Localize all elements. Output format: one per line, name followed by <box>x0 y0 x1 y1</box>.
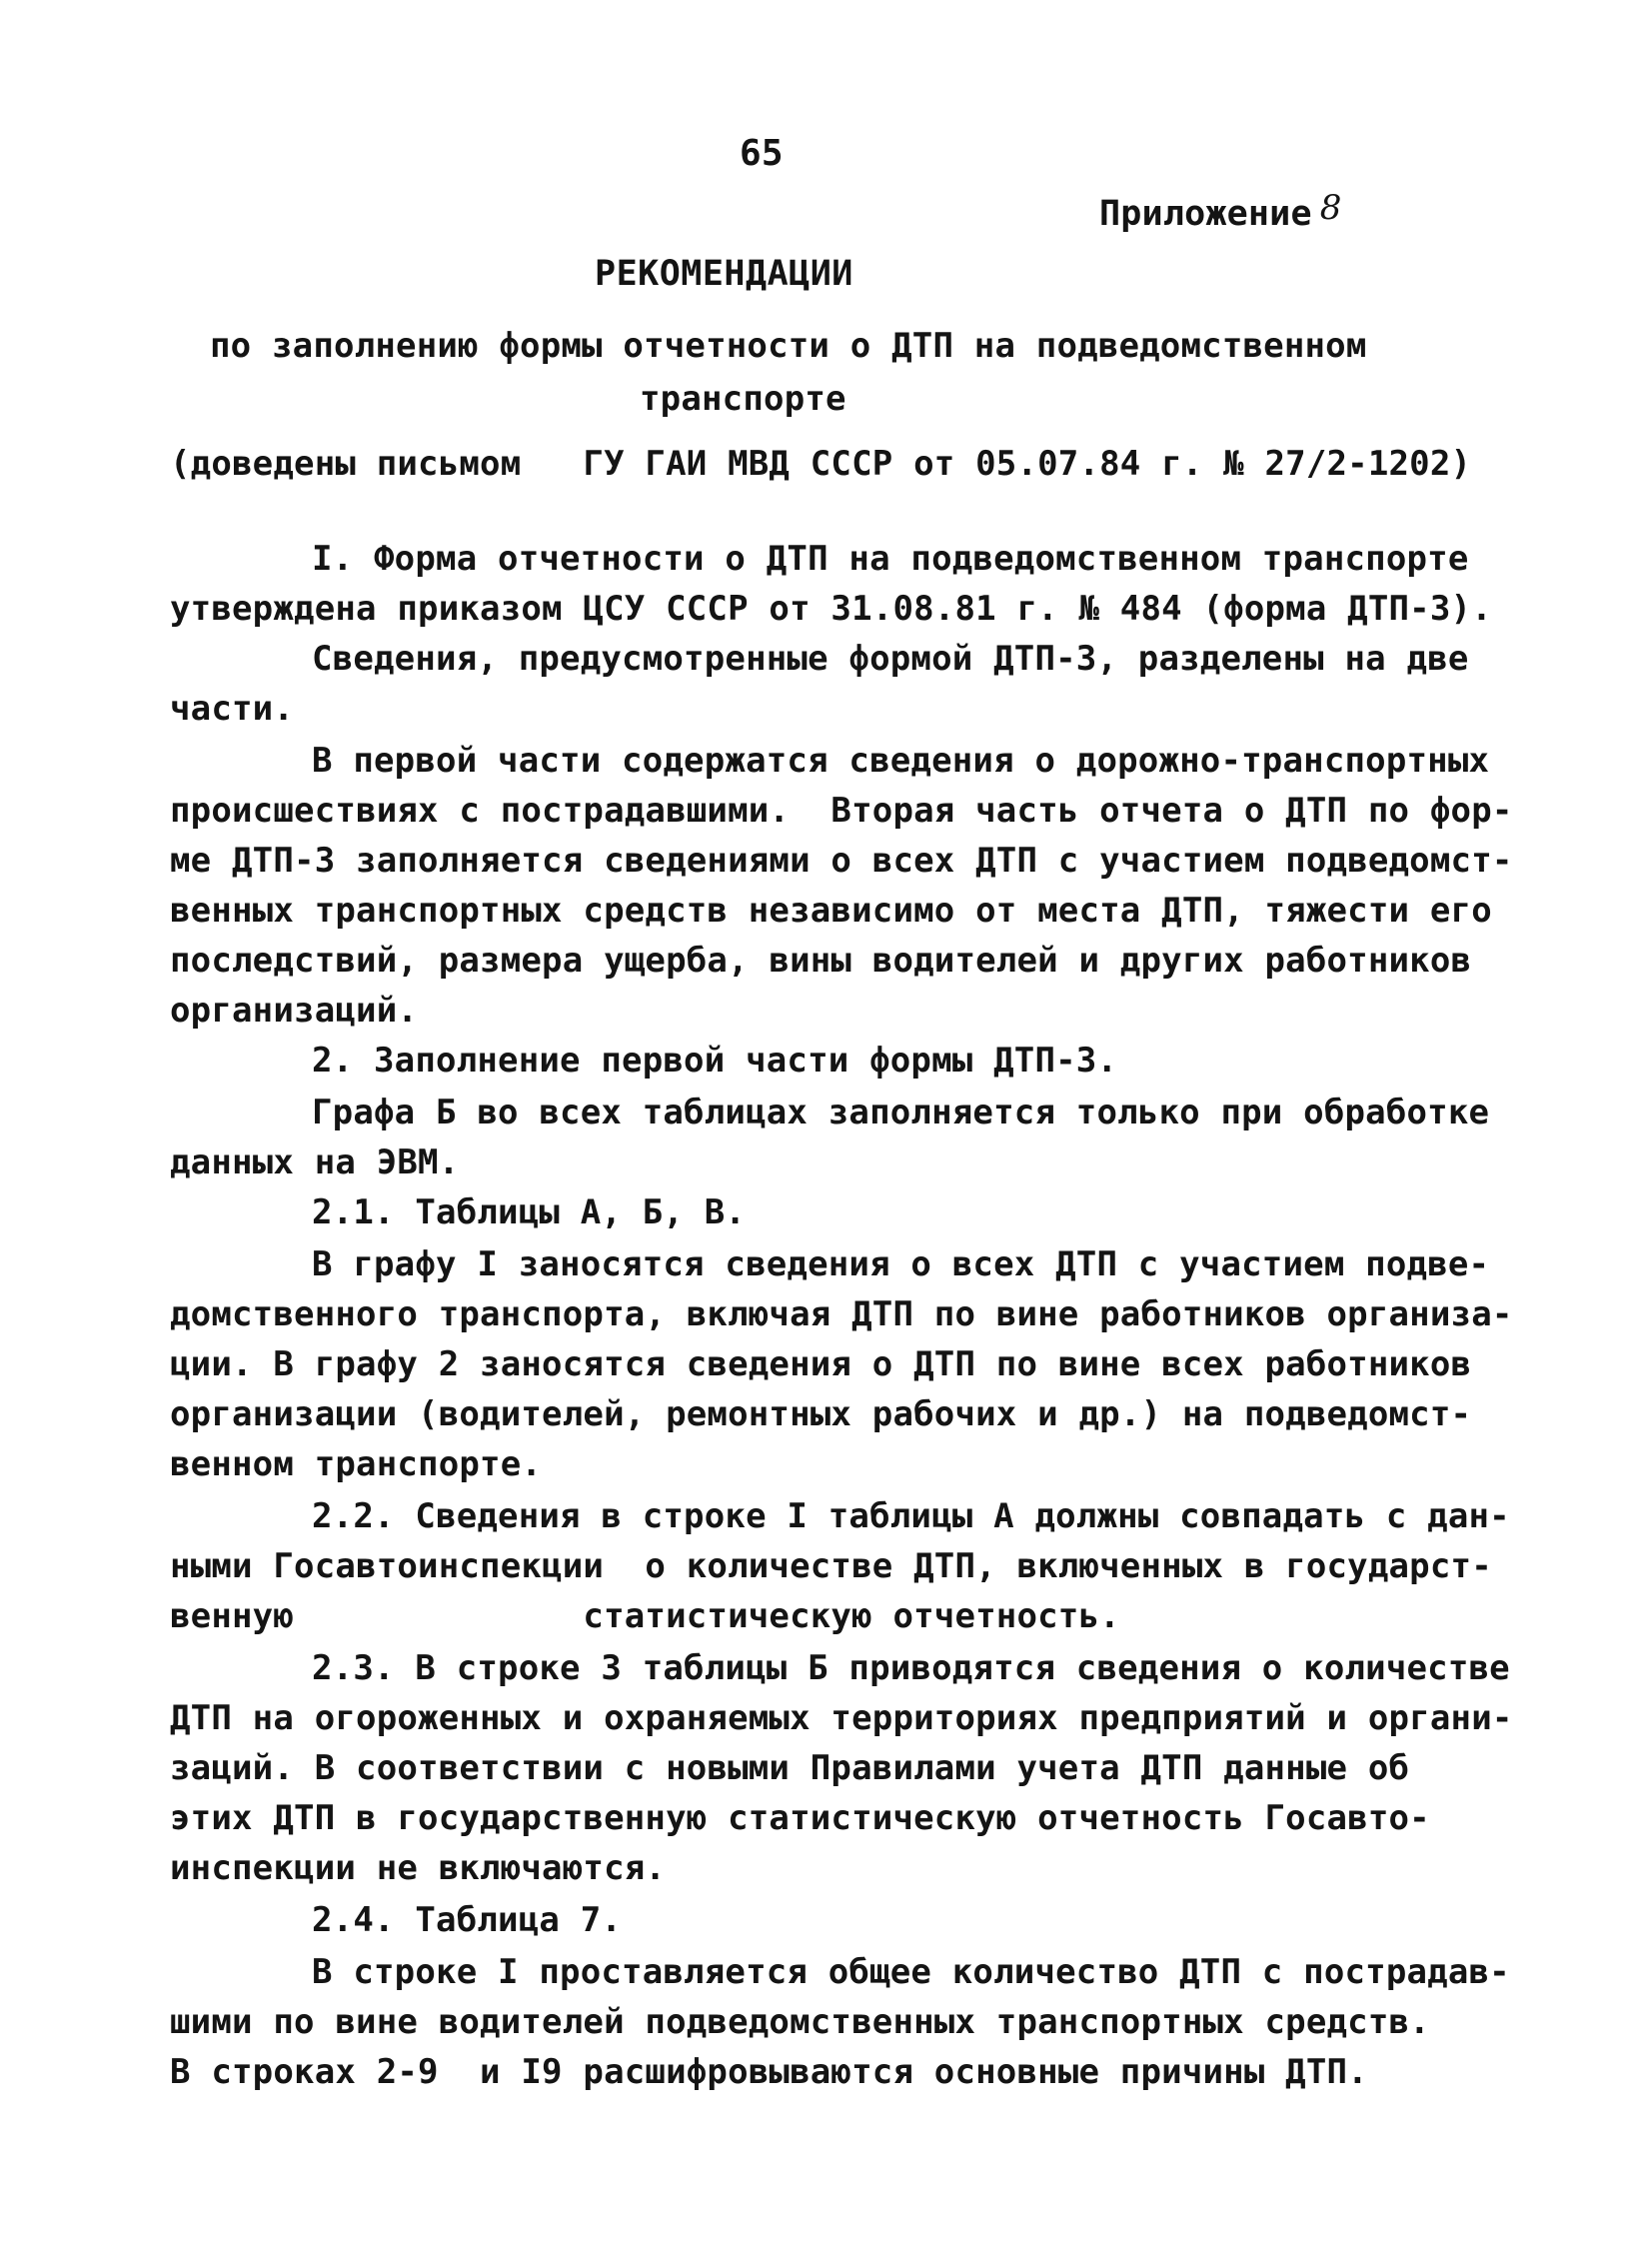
text-line: данных на ЭВМ. <box>170 1142 460 1182</box>
text-line: ции. В графу 2 заносятся сведения о ДТП по вине всех работников <box>170 1344 1472 1384</box>
text-line: Графа Б во всех таблицах заполняется только при обработке <box>312 1093 1490 1132</box>
text-line: утверждена приказом ЦСУ СССР от 31.08.81 г. № 484 (форма ДТП-3). <box>170 589 1492 629</box>
text-line: венном транспорте. <box>170 1444 543 1484</box>
text-line: организаций. <box>170 991 419 1031</box>
text-line: венную статистическую отчетность. <box>170 1596 1120 1636</box>
text-line: домственного транспорта, включая ДТП по вине работников организа- <box>170 1294 1513 1334</box>
page-number: 65 <box>740 133 784 174</box>
section-heading: 2. Заполнение первой части формы ДТП-3. <box>312 1041 1118 1081</box>
text-line: организации (водителей, ремонтных рабочих и др.) на подведомст- <box>170 1394 1472 1434</box>
text-line: ме ДТП-3 заполняется сведениями о всех ДТП с участием подведомст- <box>170 841 1513 881</box>
appendix-number: 8 <box>1319 188 1342 228</box>
text-line: I. Форма отчетности о ДТП на подведомственном транспорте <box>312 539 1469 579</box>
text-line: части. <box>170 689 295 729</box>
text-line: 2.3. В строке 3 таблицы Б приводятся сведения о количестве <box>312 1648 1510 1688</box>
text-line: инспекции не включаются. <box>170 1848 667 1888</box>
text-line: ными Госавтоинспекции о количестве ДТП, включенных в государст- <box>170 1546 1492 1586</box>
text-line: заций. В соответствии с новыми Правилами учета ДТП данные об <box>170 1748 1410 1788</box>
text-line: В первой части содержатся сведения о дорожно-транспортных <box>312 741 1490 781</box>
text-line: шими по вине водителей подведомственных транспортных средств. <box>170 2002 1430 2042</box>
document-title: РЕКОМЕНДАЦИИ <box>595 254 853 294</box>
text-line: В графу I заносятся сведения о всех ДТП с участием подве- <box>312 1244 1490 1284</box>
text-line: ДТП на огороженных и охраняемых территориях предприятий и органи- <box>170 1698 1513 1738</box>
section-heading: 2.1. Таблицы А, Б, В. <box>312 1192 747 1232</box>
appendix-label: Приложение <box>1099 194 1312 234</box>
text-line: происшествиях с пострадавшими. Вторая часть отчета о ДТП по фор- <box>170 791 1513 831</box>
text-line: последствий, размера ущерба, вины водителей и других работников <box>170 941 1472 981</box>
text-line: венных транспортных средств независимо от места ДТП, тяжести его <box>170 891 1492 931</box>
subtitle-line-2: транспорте <box>640 379 846 419</box>
text-line: этих ДТП в государственную статистическую отчетность Госавто- <box>170 1798 1430 1838</box>
subtitle-line-1: по заполнению формы отчетности о ДТП на подведомственном <box>210 326 1367 366</box>
appendix-heading <box>1099 190 1342 238</box>
text-line: В строке I проставляется общее количество ДТП с пострадав- <box>312 1952 1510 1992</box>
text-line: Сведения, предусмотренные формой ДТП-3, разделены на две <box>312 639 1469 679</box>
section-heading: 2.4. Таблица 7. <box>312 1900 623 1940</box>
text-line: 2.2. Сведения в строке I таблицы А должны совпадать с дан- <box>312 1496 1510 1536</box>
source-note: (доведены письмом ГУ ГАИ МВД СССР от 05.07.84 г. № 27/2-1202) <box>170 444 1472 484</box>
text-line: В строках 2-9 и I9 расшифровываются основные причины ДТП. <box>170 2052 1368 2092</box>
